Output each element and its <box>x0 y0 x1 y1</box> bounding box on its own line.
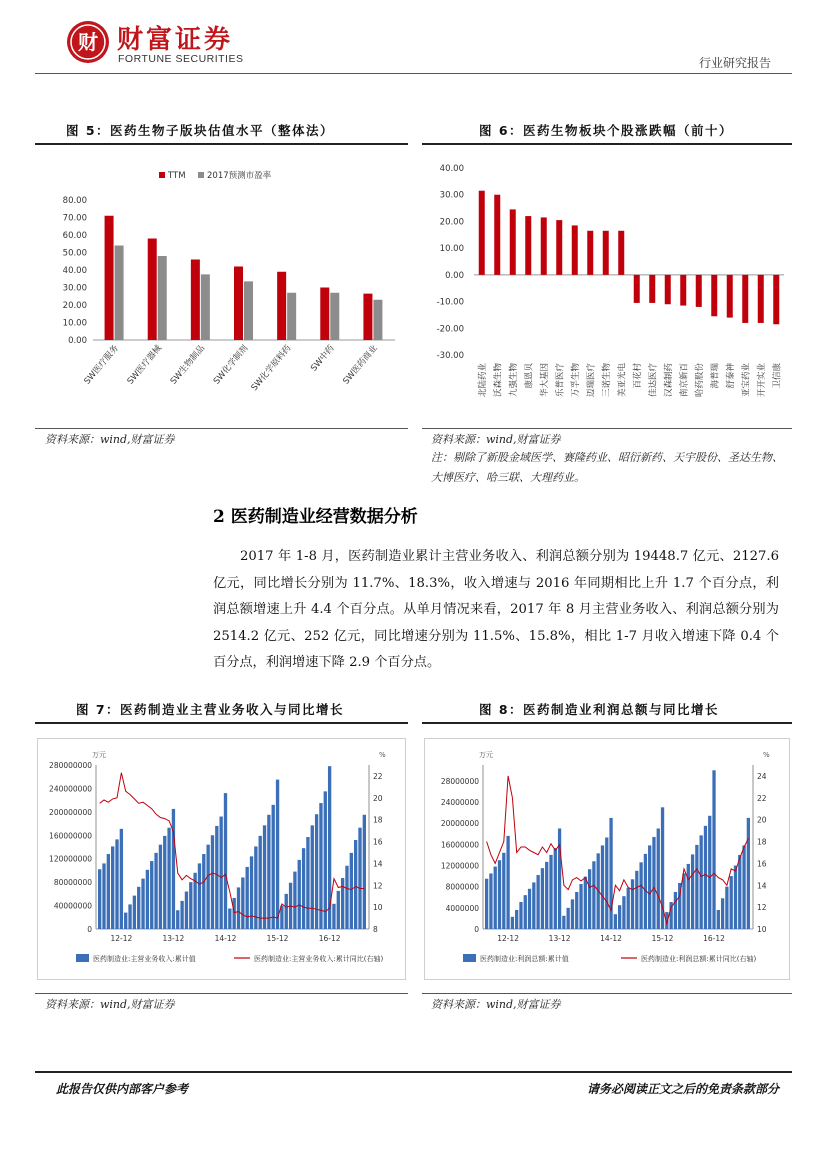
company-logo-icon <box>66 20 110 64</box>
fig5-legend-swatch <box>198 172 204 178</box>
fig8-bar <box>502 853 505 929</box>
fig5-bar <box>158 256 167 340</box>
fig8-bar <box>747 818 750 929</box>
fig5-bar <box>330 293 339 340</box>
fig6-xtick-label: 开开实业 <box>756 363 767 398</box>
fig5-xtick-label: SW医药商业 <box>341 343 380 387</box>
fig7-bar <box>141 879 144 929</box>
fig8-bar <box>601 845 604 929</box>
fig5-title: 图 5：医药生物子版块估值水平（整体法） <box>66 123 335 138</box>
fig8-bar <box>549 855 552 929</box>
fig7-xtick-label: 12-12 <box>110 934 133 943</box>
fig8-bar <box>657 828 660 929</box>
fig7-bar <box>337 891 340 929</box>
fig7-bar <box>146 870 149 929</box>
section-paragraph: 2017 年 1-8 月，医药制造业累计主营业务收入、利润总额分别为 19448.7 亿元、2127.6 亿元，同比增长分别为 11.7%、18.3%，收入增速与 2016 年同期相比上升 1.7 个百分点，利润总额增速上升 4.4 个百分点。从单月情况来看，2017 年 8 月主营业务收入、利润总额分别为 2514.2 亿元、252 亿元，同比增速分别为 11.5%、15.8%，相比 1-7 月收入增速下降 0.4 个百分点，利润增速下降 2.9 个百分点。 <box>213 549 779 670</box>
fig7-title-rule <box>35 722 408 724</box>
fig8-bar <box>567 908 570 929</box>
fig6-xtick-label: 三诺生物 <box>601 363 612 398</box>
fig7-ytick-left: 280000000 <box>49 761 92 770</box>
fig8-xtick-label: 14-12 <box>600 934 622 943</box>
fig6-bar <box>634 275 640 303</box>
fig7-xtick-label: 16-12 <box>318 934 341 943</box>
fig6-bar <box>587 231 593 275</box>
fig6-bar <box>727 275 733 318</box>
fig6-xtick-label: 亚宝药业 <box>741 363 752 398</box>
fig6-ytick-label: 10.00 <box>439 244 464 255</box>
fig8-ytick-left: 4000000 <box>445 903 479 913</box>
fig8-bar <box>485 879 488 929</box>
fig8-bar <box>541 868 544 929</box>
fig7-bar <box>198 863 201 929</box>
fig8-bar <box>588 869 591 929</box>
fig8-bar <box>515 910 518 929</box>
fig5-xtick-label: SW生物制品 <box>168 343 208 387</box>
fig5-bar <box>373 300 382 340</box>
fig7-source-rule <box>35 993 408 994</box>
fig8-bar <box>730 876 733 929</box>
fig8-bar <box>532 882 535 929</box>
fig8-ytick-left: 20000000 <box>440 819 479 829</box>
report-type: 行业研究报告 <box>698 56 771 70</box>
fig6-ytick-label: 0.00 <box>445 270 464 281</box>
fig5-ytick-label: 0.00 <box>68 336 87 346</box>
fig7-bar <box>172 809 175 929</box>
fig8-legend-bar-label: 医药制造业:利润总额:累计值 <box>480 955 569 963</box>
fig8-xtick-label: 16-12 <box>703 934 725 943</box>
fig6-ytick-label: -20.00 <box>436 324 464 335</box>
fig8-ytick-left: 0 <box>474 925 479 934</box>
fig6-xtick-label: 哈药股份 <box>694 363 705 398</box>
fig7-bar <box>237 887 240 929</box>
fig7-bar <box>163 836 166 929</box>
fig5-bar <box>201 274 210 340</box>
fig7-bar <box>185 892 188 929</box>
fig5-ytick-label: 10.00 <box>62 318 87 329</box>
fig7-ytick-right: 14 <box>373 859 383 869</box>
header <box>0 0 827 80</box>
fig6-bar <box>742 275 748 323</box>
fig6-bar <box>541 217 547 274</box>
fig6-xtick-label: 美亚光电 <box>617 363 628 398</box>
fig7-left-unit: 万元 <box>92 751 106 759</box>
fig7-bar <box>332 904 335 929</box>
fig8-bar <box>721 898 724 929</box>
fig8-right-unit: % <box>763 751 770 759</box>
fig5-ytick-label: 80.00 <box>62 196 87 206</box>
fig7-bar <box>354 840 357 929</box>
fig8-xtick-label: 13-12 <box>548 934 571 943</box>
fig8-legend-line-label: 医药制造业:利润总额:累计同比(右轴) <box>641 955 757 963</box>
fig8-xtick-label: 12-12 <box>497 934 519 943</box>
fig7-bar <box>328 766 331 929</box>
fig8-bar <box>712 770 715 929</box>
fig8-bar <box>506 836 509 929</box>
fig8-left-unit: 万元 <box>479 751 493 759</box>
fig8-ytick-right: 10 <box>757 925 767 934</box>
fig7-bar <box>263 825 266 929</box>
fig6-bar <box>525 216 531 275</box>
fig5-bar <box>363 294 372 340</box>
fig8-title-rule <box>422 722 792 724</box>
fig5-xtick-label: SW化学原料药 <box>249 343 294 394</box>
company-name-cn: 财富证券 <box>117 25 234 55</box>
fig6-note: 注：剔除了新股金域医学、赛隆药业、昭衍新药、天宇股份、圣达生物、大博医疗、哈三联、大理药业。 <box>431 451 783 484</box>
fig8-bar <box>674 892 677 929</box>
fig8-ytick-left: 24000000 <box>440 798 479 808</box>
fig6-bar <box>680 275 686 306</box>
fig7-ytick-left: 120000000 <box>49 854 92 864</box>
fig8-bar <box>575 892 578 929</box>
fig7-bar <box>350 853 353 929</box>
fig6-xtick-label: 北陆药业 <box>477 363 488 398</box>
fig6-bar <box>773 275 779 324</box>
fig5-ytick-label: 30.00 <box>62 283 87 294</box>
fig8-source: 资料来源：wind,财富证券 <box>431 998 561 1011</box>
fig8-bar <box>554 848 557 929</box>
fig6-source: 资料来源：wind,财富证券 <box>431 433 561 446</box>
fig8-ytick-right: 16 <box>757 859 767 869</box>
fig7-bar <box>259 836 262 929</box>
fig5-bar <box>105 216 114 340</box>
fig6-bar <box>665 275 671 304</box>
fig7-bar <box>363 815 366 929</box>
fig6-xtick-label: 迈瑞医疗 <box>586 363 597 398</box>
fig7-bar <box>276 780 279 929</box>
fig8-bar <box>489 873 492 929</box>
fig5-source-rule <box>35 428 408 429</box>
fig8-ytick-right: 18 <box>757 837 767 847</box>
fig8-ytick-right: 20 <box>757 815 767 825</box>
fig8-bar <box>648 845 651 929</box>
fig8-legend-bar-swatch <box>463 954 476 962</box>
fig7-bar <box>133 896 136 929</box>
fig5-bar <box>148 239 157 341</box>
fig5-xtick-label: SW医疗服务 <box>82 343 121 387</box>
fig8-bar <box>725 887 728 929</box>
fig7-bar <box>211 835 214 929</box>
fig6-bar <box>696 275 702 307</box>
fig8-bar <box>738 855 741 929</box>
fig5-source: 资料来源：wind,财富证券 <box>45 433 175 446</box>
fig7-bar <box>241 877 244 929</box>
fig6-xtick-label: 沃森生物 <box>493 363 504 398</box>
fig8-bar <box>609 818 612 929</box>
fig8-bar <box>558 828 561 929</box>
fig8-bar <box>562 916 565 929</box>
fig7-bar <box>311 825 314 929</box>
fig8-bar <box>691 854 694 929</box>
fig7-bar <box>176 910 179 929</box>
fig5-chart <box>35 150 408 422</box>
fig7-bar <box>137 887 140 929</box>
fig6-bar <box>758 275 764 323</box>
fig5-legend-label: TTM <box>168 171 186 181</box>
fig7-bar <box>293 872 296 929</box>
fig8-bar <box>584 877 587 929</box>
fig8-bar <box>742 845 745 929</box>
fig7-bar <box>154 853 157 929</box>
fig6-xtick-label: 华大基因 <box>539 363 550 398</box>
fig7-xtick-label: 13-12 <box>162 934 185 943</box>
fig8-ytick-left: 12000000 <box>440 861 479 871</box>
fig8-ytick-right: 22 <box>757 793 767 803</box>
fig8-bar <box>682 873 685 929</box>
fig7-bar <box>115 839 118 929</box>
company-name-en: FORTUNE SECURITIES <box>118 53 244 65</box>
fig6-ytick-label: 20.00 <box>439 217 464 228</box>
fig7-bar <box>298 860 301 929</box>
fig7-bar <box>107 854 110 929</box>
fig8-xtick-label: 15-12 <box>651 934 674 943</box>
fig7-chart <box>37 738 406 980</box>
fig7-title: 图 7：医药制造业主营业务收入与同比增长 <box>76 702 345 717</box>
fig5-ytick-label: 70.00 <box>62 213 87 224</box>
fig6-title: 图 6：医药生物板块个股涨跌幅（前十） <box>479 123 734 138</box>
fig6-xtick-label: 万孚生物 <box>570 363 581 398</box>
fig5-ytick-label: 50.00 <box>62 248 87 259</box>
fig7-bar <box>272 805 275 929</box>
fig6-ytick-label: -30.00 <box>436 351 464 361</box>
fig7-bar <box>302 848 305 929</box>
fig8-bar <box>494 867 497 929</box>
fig7-legend-line-label: 医药制造业:主营业务收入:累计同比(右轴) <box>254 955 384 963</box>
fig7-ytick-right: 12 <box>373 881 383 891</box>
fig7-bar <box>267 815 270 929</box>
fig7-bar <box>167 828 170 929</box>
footer-rule <box>35 1071 792 1073</box>
fig8-bar <box>708 816 711 929</box>
fig7-bar <box>128 904 131 929</box>
logo-glyph: 财 <box>78 30 98 54</box>
fig5-bar <box>320 288 329 341</box>
fig7-bar <box>215 826 218 929</box>
fig8-bar <box>639 862 642 929</box>
fig6-ytick-label: -10.00 <box>436 297 464 308</box>
fig7-bar <box>306 837 309 929</box>
fig8-bar <box>622 896 625 929</box>
fig7-ytick-left: 240000000 <box>49 784 92 794</box>
fig7-ytick-left: 0 <box>87 925 92 934</box>
fig6-xtick-label: 乐普医疗 <box>555 363 566 398</box>
fig8-bar <box>579 884 582 929</box>
fig7-bar <box>180 901 183 929</box>
fig8-bar <box>618 905 621 929</box>
fig7-ytick-left: 80000000 <box>53 878 92 888</box>
fig6-title-rule <box>422 143 792 145</box>
fig6-xtick-label: 舒泰神 <box>725 363 736 389</box>
header-rule <box>35 73 792 74</box>
fig5-ytick-label: 20.00 <box>62 301 87 311</box>
fig8-ytick-left: 8000000 <box>445 882 479 892</box>
fig5-bar <box>287 293 296 340</box>
fig7-bar <box>98 869 101 929</box>
fig5-bar <box>277 272 286 340</box>
fig7-bar <box>120 829 123 929</box>
fig8-bar <box>635 871 638 929</box>
fig7-bar <box>224 793 227 929</box>
fig6-xtick-label: 汉森制药 <box>663 363 674 398</box>
fig6-xtick-label: 佳达医疗 <box>648 363 659 398</box>
fig7-bar <box>159 845 162 929</box>
fig8-bar <box>652 837 655 929</box>
fig8-ytick-right: 24 <box>757 771 767 781</box>
fig6-source-rule <box>422 428 792 429</box>
fig6-bar <box>649 275 655 303</box>
fig7-bar <box>250 856 253 929</box>
fig8-chart <box>424 738 790 980</box>
fig6-xtick-label: 卫信康 <box>772 363 783 389</box>
fig6-bar <box>711 275 717 316</box>
footer-left: 此报告仅供内部客户参考 <box>56 1082 189 1096</box>
fig8-bar <box>627 888 630 929</box>
fig8-ytick-left: 16000000 <box>440 840 479 850</box>
fig7-ytick-right: 16 <box>373 837 383 847</box>
fig6-xtick-label: 南京新百 <box>679 363 690 398</box>
fig7-legend-bar-label: 医药制造业:主营业务收入:累计值 <box>93 955 196 963</box>
fig7-bar <box>189 882 192 929</box>
fig7-right-unit: % <box>379 751 386 759</box>
fig8-bar <box>700 835 703 929</box>
fig8-bar <box>511 917 514 929</box>
fig8-title: 图 8：医药制造业利润总额与同比增长 <box>479 702 720 717</box>
fig7-ytick-right: 22 <box>373 771 383 781</box>
fig8-bar <box>734 866 737 929</box>
fig8-ytick-right: 12 <box>757 903 767 913</box>
fig6-chart <box>422 150 792 422</box>
fig5-legend-label: 2017预测市盈率 <box>207 171 272 181</box>
fig8-source-rule <box>422 993 792 994</box>
fig7-bar <box>341 878 344 929</box>
fig7-ytick-right: 10 <box>373 903 383 913</box>
fig7-bar <box>246 867 249 929</box>
fig8-bar <box>498 860 501 929</box>
fig7-ytick-right: 18 <box>373 815 383 825</box>
fig6-bar <box>479 191 485 275</box>
fig8-bar <box>524 895 527 929</box>
fig7-source: 资料来源：wind,财富证券 <box>45 998 175 1011</box>
fig8-bar <box>605 837 608 929</box>
fig8-bar <box>571 899 574 929</box>
fig7-ytick-left: 160000000 <box>49 831 92 841</box>
fig7-bar <box>233 898 236 929</box>
fig8-bar <box>704 826 707 929</box>
fig6-bar <box>618 231 624 275</box>
fig7-ytick-left: 200000000 <box>49 807 92 817</box>
fig7-bar <box>206 845 209 929</box>
fig8-bar <box>592 861 595 929</box>
fig7-bar <box>111 846 114 929</box>
fig6-bar <box>603 231 609 275</box>
fig7-bar <box>124 913 127 929</box>
fig5-ytick-label: 60.00 <box>62 231 87 241</box>
fig5-bar <box>234 267 243 341</box>
fig6-bar <box>510 209 516 274</box>
fig8-bar <box>717 910 720 929</box>
fig7-xtick-label: 15-12 <box>266 934 289 943</box>
fig7-bar <box>150 861 153 929</box>
fig7-bar <box>285 894 288 929</box>
fig5-legend-swatch <box>159 172 165 178</box>
fig7-legend-bar-swatch <box>76 954 89 962</box>
fig5-bar <box>115 246 124 341</box>
fig5-xtick-label: SW化学制剂 <box>211 343 251 387</box>
fig8-bar <box>687 864 690 929</box>
fig6-xtick-label: 海普瑞 <box>710 363 721 389</box>
fig8-bar <box>614 914 617 929</box>
fig6-ytick-label: 40.00 <box>439 164 464 174</box>
fig7-bar <box>202 854 205 929</box>
fig6-bar <box>494 195 500 275</box>
footer-right: 请务必阅读正文之后的免责条款部分 <box>586 1082 779 1096</box>
fig6-ytick-label: 30.00 <box>439 190 464 201</box>
fig6-xtick-label: 九强生物 <box>508 363 519 398</box>
fig7-bar <box>228 909 231 930</box>
fig6-bar <box>572 225 578 274</box>
fig8-bar <box>545 862 548 929</box>
fig8-ytick-right: 14 <box>757 881 767 891</box>
fig7-bar <box>358 828 361 929</box>
section-title: 2 医药制造业经营数据分析 <box>213 507 418 527</box>
fig7-ytick-right: 8 <box>373 925 378 934</box>
fig8-ytick-left: 28000000 <box>440 776 479 786</box>
fig5-xtick-label: SW中药 <box>309 343 337 374</box>
fig7-bar <box>315 814 318 929</box>
fig7-bar <box>102 863 105 929</box>
fig7-bar <box>345 866 348 929</box>
fig6-xtick-label: 百花村 <box>632 363 643 389</box>
fig5-title-rule <box>35 143 408 145</box>
fig5-xtick-label: SW医疗器械 <box>125 343 165 387</box>
fig6-xtick-label: 康恩贝 <box>524 363 535 389</box>
fig8-bar <box>695 845 698 929</box>
fig6-bar <box>556 220 562 275</box>
fig8-bar <box>631 879 634 929</box>
fig7-bar <box>219 817 222 929</box>
fig7-bar <box>324 791 327 929</box>
fig5-bar <box>191 260 200 341</box>
fig8-bar <box>536 875 539 929</box>
fig7-xtick-label: 14-12 <box>214 934 237 943</box>
fig5-bar <box>244 281 253 340</box>
fig7-ytick-left: 40000000 <box>53 901 92 911</box>
fig8-bar <box>519 902 522 929</box>
fig8-bar <box>528 889 531 929</box>
fig7-ytick-right: 20 <box>373 793 383 803</box>
fig5-ytick-label: 40.00 <box>62 266 87 276</box>
